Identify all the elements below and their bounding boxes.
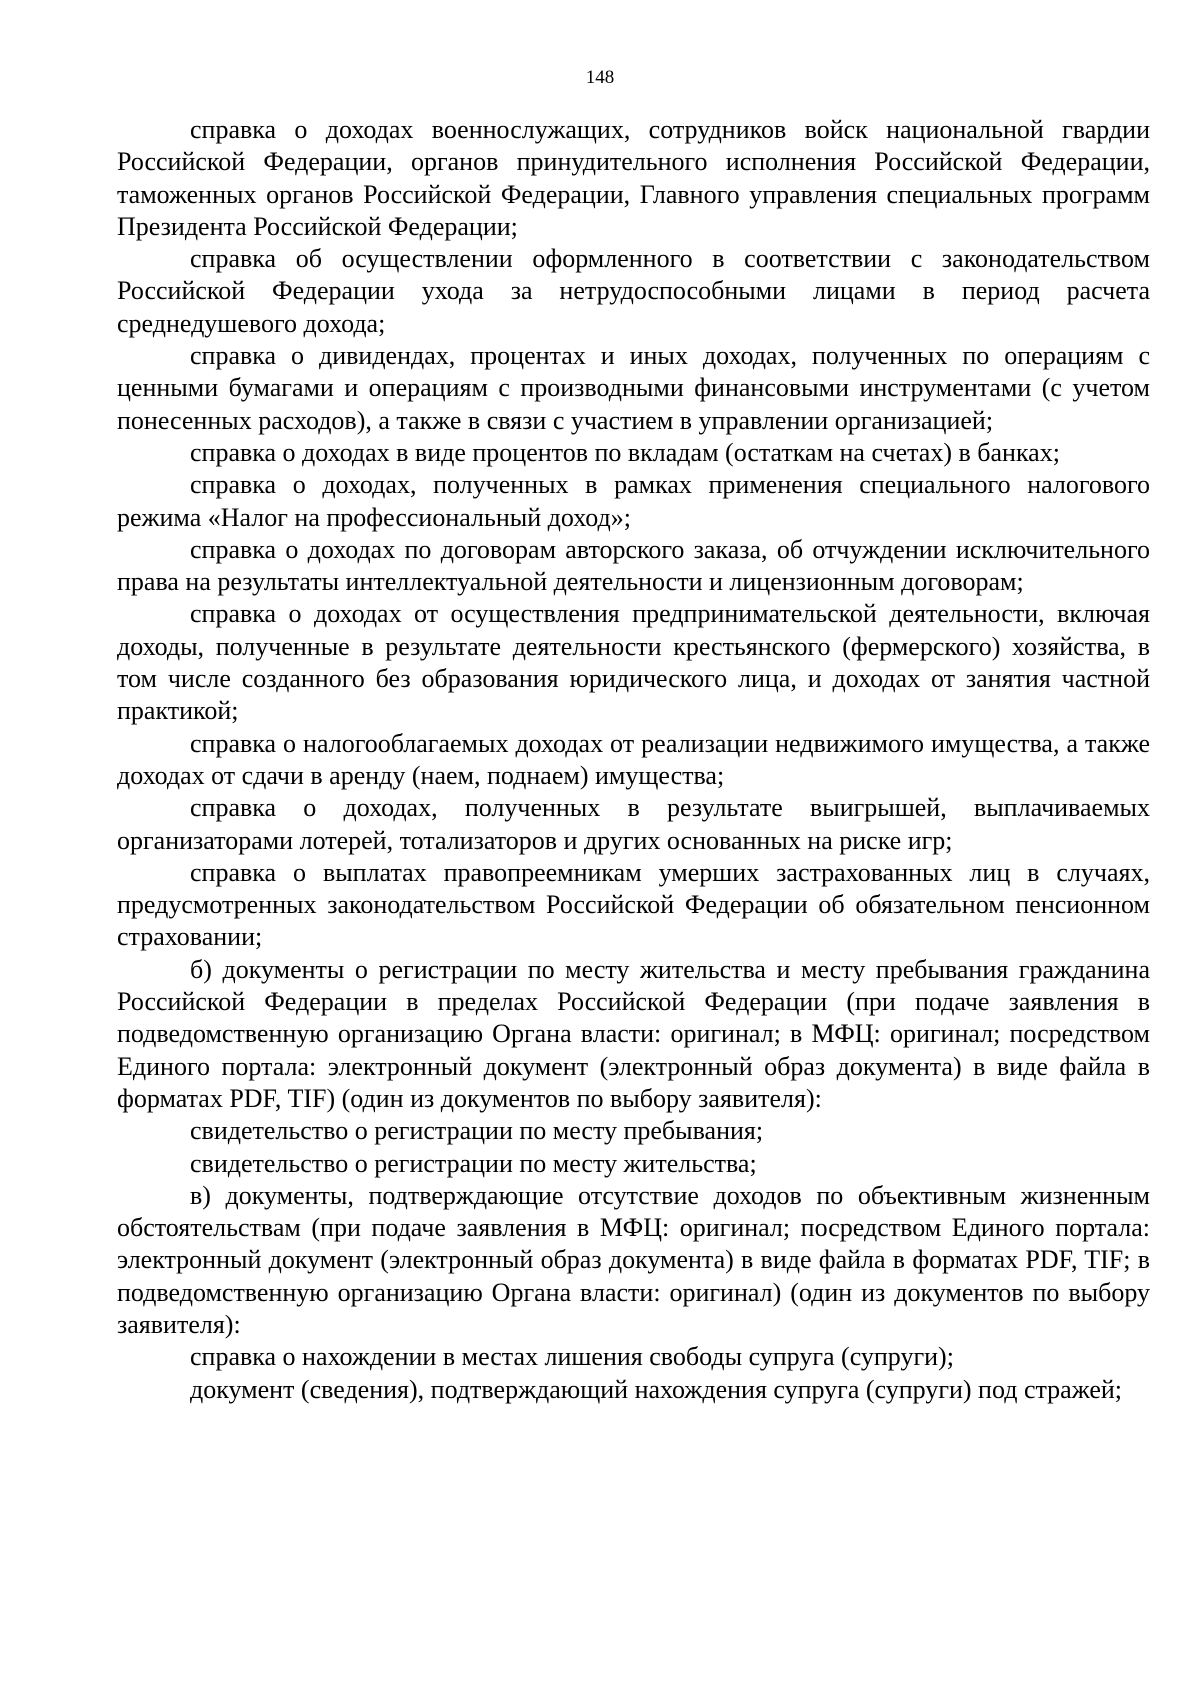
paragraph-military-income: справка о доходах военнослужащих, сотрудников войск национальной гвардии Российской Федерации, органов принудительного исполнения Российской Федерации, таможенных органов Российской Федерации, Главного управления специальных программ Президента Российской Федерации; [117,115,1150,241]
paragraph-professional-income-tax: справка о доходах, полученных в рамках применения специального налогового режима «Налог на профессиональный доход»; [117,470,1150,532]
paragraph-deposit-interest: справка о доходах в виде процентов по вкладам (остаткам на счетах) в банках; [190,437,1060,467]
paragraph-no-income-documents: в) документы, подтверждающие отсутствие доходов по объективным жизненным обстоятельствам (при подаче заявления в МФЦ: оригинал; посредством Единого портала: электронный документ (электронный образ документа) в виде файла в форматах PDF, TIF; в подведомственную организацию Органа власти: оригинал) (один из документов по выбору заявителя): [117,1180,1150,1339]
paragraph-dividends: справка о дивидендах, процентах и иных доходах, полученных по операциям с ценными бумагами и операциям с производными финансовыми инструментами (с учетом понесенных расходов), а также в связи с участием в управлении организацией; [117,341,1150,435]
page-number: 148 [585,67,615,88]
paragraph-care-certificate: справка об осуществлении оформленного в соответствии с законодательством Российской Федерации ухода за нетрудоспособными лицами в период расчета среднедушевого дохода; [117,244,1150,338]
paragraph-imprisonment-certificate: справка о нахождении в местах лишения свободы супруга (супруги); [190,1342,954,1372]
paragraph-custody-document: документ (сведения), подтверждающий нахождения супруга (супруги) под стражей; [190,1374,1123,1404]
paragraph-entrepreneurial-income: справка о доходах от осуществления предпринимательской деятельности, включая доходы, полученные в результате деятельности крестьянского (фермерского) хозяйства, в том числе созданного без образования юридического лица, и доходах от занятия частной практикой; [117,599,1150,726]
document-body [117,114,1150,1406]
paragraph-successor-payments: справка о выплатах правопреемникам умерших застрахованных лиц в случаях, предусмотренных законодательством Российской Федерации об обязательном пенсионном страховании; [117,857,1150,952]
paragraph-copyright-contracts: справка о доходах по договорам авторского заказа, об отчуждении исключительного права на результаты интеллектуальной деятельности и лицензионным договорам; [117,534,1150,597]
paragraph-registration-documents: б) документы о регистрации по месту жительства и месту пребывания гражданина Российской Федерации в пределах Российской Федерации (при подаче заявления в подведомственную организацию Органа власти: оригинал; в МФЦ: оригинал; посредством Единого портала: электронный документ (электронный образ документа) в виде файла в форматах PDF, TIF) (один из документов по выбору заявителя): [117,954,1150,1113]
paragraph-lottery-winnings: справка о доходах, полученных в результате выигрышей, выплачиваемых организаторами лотерей, тотализаторов и других основанных на риске игр; [117,793,1150,855]
paragraph-real-estate-income: справка о налогооблагаемых доходах от реализации недвижимого имущества, а также доходах от сдачи в аренду (наем, поднаем) имущества; [117,728,1150,790]
paragraph-residence-registration: свидетельство о регистрации по месту жительства; [190,1148,757,1178]
paragraph-stay-registration: свидетельство о регистрации по месту пребывания; [190,1116,764,1146]
